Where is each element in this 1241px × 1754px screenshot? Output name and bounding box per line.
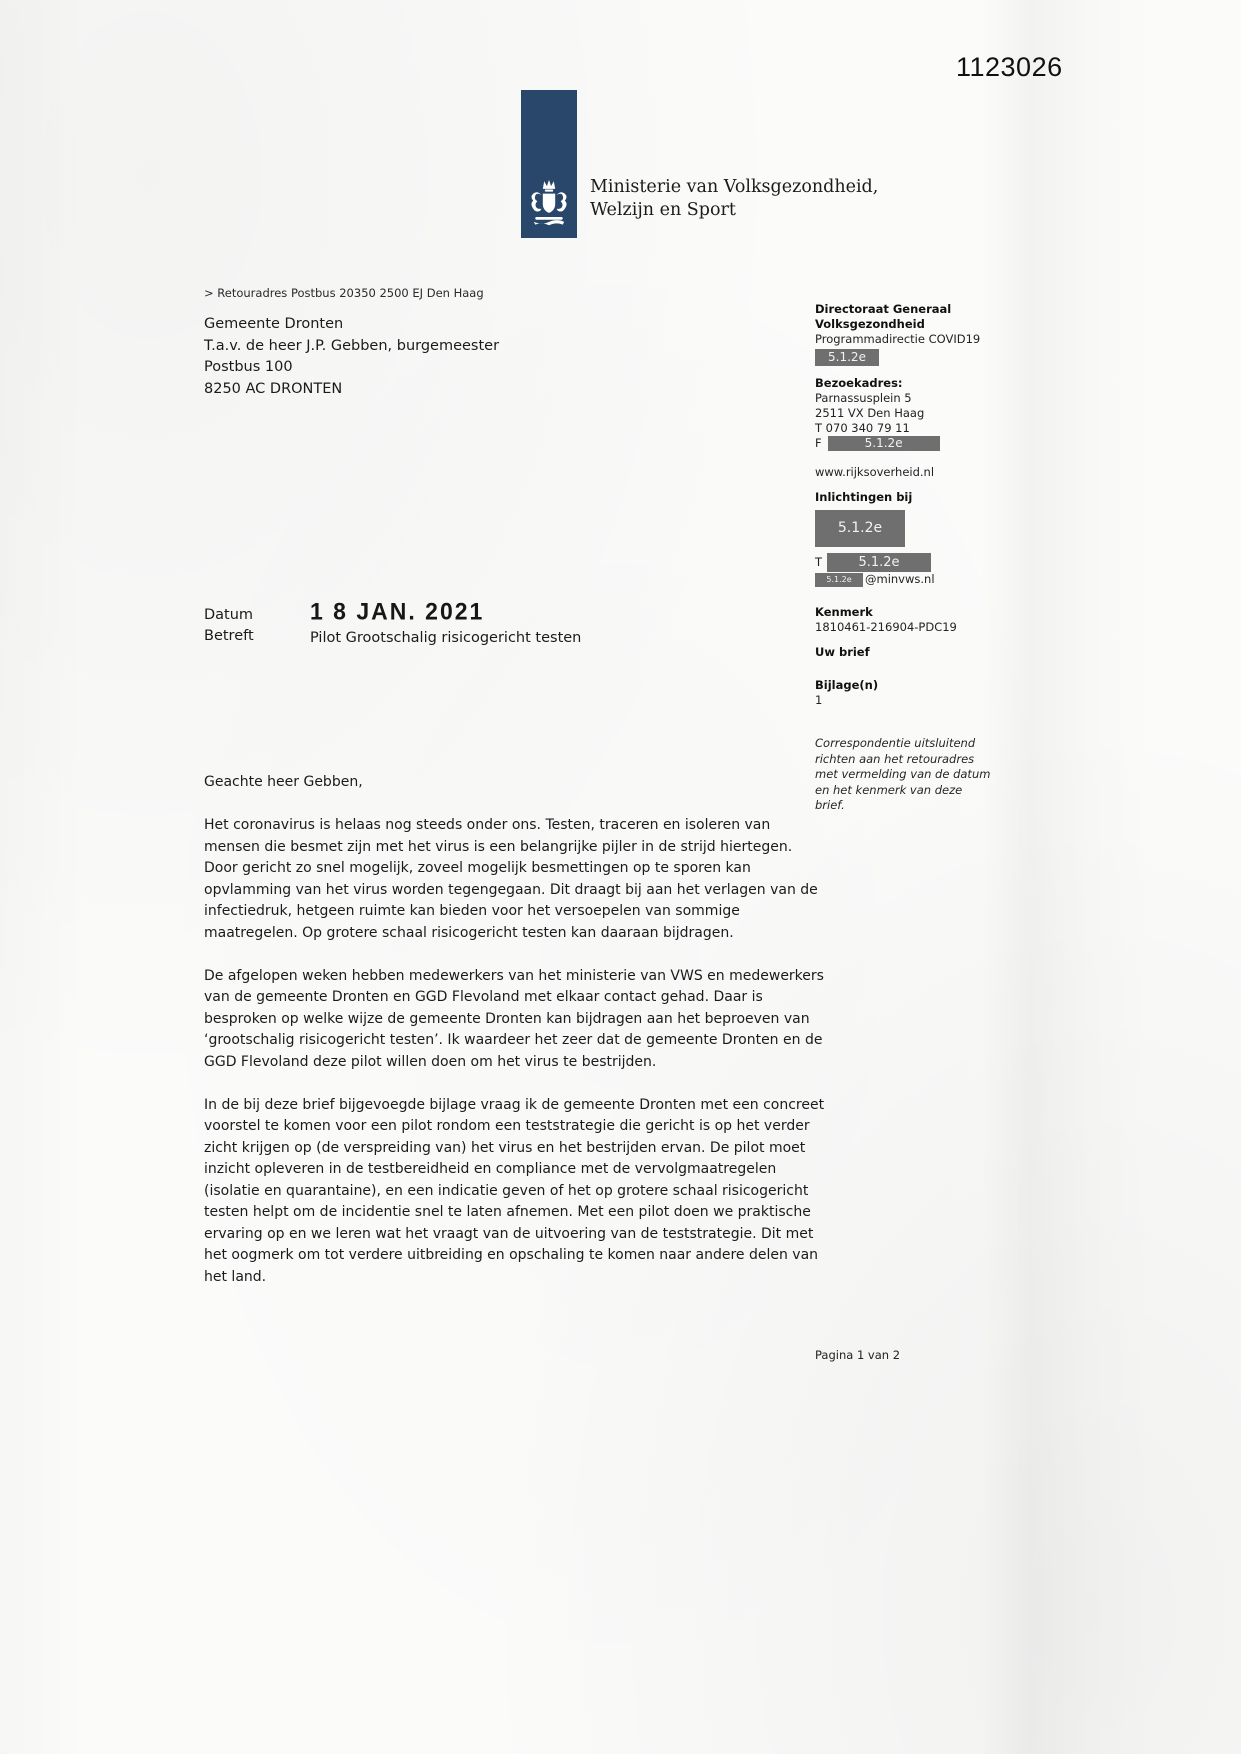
ministry-name xyxy=(590,176,878,222)
visit-address-street: Parnassusplein 5 xyxy=(815,391,912,405)
bijlage-count: 1 xyxy=(815,693,823,707)
page-number: Pagina 1 van 2 xyxy=(815,1348,901,1362)
fax-line xyxy=(815,436,1020,451)
coat-of-arms-icon xyxy=(527,178,571,234)
email-suffix: @minvws.nl xyxy=(865,572,935,586)
letter-sidebar xyxy=(815,302,1020,814)
phone-number: T 070 340 79 11 xyxy=(815,421,910,435)
letter-meta xyxy=(204,598,581,646)
ministry-name-line1: Ministerie van Volksgezondheid, xyxy=(590,177,879,197)
redaction-block: 5.1.2e xyxy=(827,553,931,572)
kenmerk-value: 1810461-216904-PDC19 xyxy=(815,620,957,634)
visit-address-city: 2511 VX Den Haag xyxy=(815,406,925,420)
betreft-value: Pilot Grootschalig risicogericht testen xyxy=(310,630,582,646)
contact-phone-line xyxy=(815,553,1020,572)
redaction-block: 5.1.2e xyxy=(815,510,905,547)
redaction-block: 5.1.2e xyxy=(828,436,940,451)
datum-row xyxy=(204,598,581,625)
phone-prefix: T xyxy=(815,555,823,569)
recipient-line: Gemeente Dronten xyxy=(204,316,344,332)
redaction-block: 5.1.2e xyxy=(815,573,863,587)
correspondence-note: Correspondentie uitsluitend richten aan het retouradres met vermelding van de datum en het kenmerk van deze brief. xyxy=(815,736,991,812)
contact-email-line xyxy=(815,572,1020,587)
scan-number: 1123026 xyxy=(956,52,1063,82)
programme-name: Programmadirectie COVID19 xyxy=(815,332,981,346)
recipient-address-block xyxy=(204,314,499,400)
inlichtingen-label: Inlichtingen bij xyxy=(815,490,913,504)
betreft-row xyxy=(204,628,581,646)
salutation: Geachte heer Gebben, xyxy=(204,774,363,790)
date-stamp: 1 8 JAN. 2021 xyxy=(310,597,485,625)
redaction-block: 5.1.2e xyxy=(815,349,879,366)
betreft-label: Betreft xyxy=(204,628,254,644)
visit-address-label: Bezoekadres: xyxy=(815,376,903,390)
kenmerk-label: Kenmerk xyxy=(815,605,873,619)
recipient-line: Postbus 100 xyxy=(204,359,293,375)
letter-body xyxy=(204,772,826,1310)
directorate-name: Volksgezondheid xyxy=(815,317,925,331)
body-paragraph: Het coronavirus is helaas nog steeds onder ons. Testen, traceren en isoleren van mensen die besmet zijn met het virus is een belangrijke pijler in de strijd hiertegen. Door gericht zo snel mogelijk, zoveel mogelijk besmettingen op te sporen kan opvlamming van het virus worden tegengegaan. Dit draagt bij aan het verlagen van de infectiedruk, hetgeen ruimte kan bieden voor het versoepelen van sommige maatregelen. Op grotere schaal risicogericht testen kan daaraan bijdragen. xyxy=(204,817,818,941)
body-paragraph: De afgelopen weken hebben medewerkers van het ministerie van VWS en medewerkers van de gemeente Dronten en GGD Flevoland met elkaar contact gehad. Daar is besproken op welke wijze de gemeente Dronten kan bijdragen aan het beproeven van ‘grootschalig risicogericht testen’. Ik waardeer het zeer dat de gemeente Dronten en de GGD Flevoland deze pilot willen doen om het virus te bestrijden. xyxy=(204,967,824,1070)
website-link: www.rijksoverheid.nl xyxy=(815,465,935,479)
directorate-name: Directoraat Generaal xyxy=(815,302,952,316)
datum-label: Datum xyxy=(204,607,254,623)
uw-brief-label: Uw brief xyxy=(815,645,870,659)
ministry-name-line2: Welzijn en Sport xyxy=(590,200,736,220)
bijlage-label: Bijlage(n) xyxy=(815,678,879,692)
body-paragraph: In de bij deze brief bijgevoegde bijlage vraag ik de gemeente Dronten met een concreet voorstel te komen voor een pilot rondom een teststrategie die gericht is op het verder zicht krijgen op (de verspreiding van) het virus en het bestrijden ervan. De pilot moet inzicht opleveren in de testbereidheid en compliance met de vervolgmaatregelen (isolatie en quarantaine), en een indicatie geven of het op grotere schaal risicogericht testen helpt om de incidentie snel te laten afnemen. Met een pilot doen we praktische ervaring op en we leren wat het vraagt van de uitvoering van de teststrategie. Dit met het oogmerk om tot verdere uitbreiding en opschaling te komen naar andere delen van het land. xyxy=(204,1096,825,1285)
return-address: > Retouradres Postbus 20350 2500 EJ Den Haag xyxy=(204,286,484,300)
recipient-line: T.a.v. de heer J.P. Gebben, burgemeester xyxy=(204,337,500,354)
fax-prefix: F xyxy=(815,436,822,450)
recipient-line: 8250 AC DRONTEN xyxy=(204,380,343,397)
rijksoverheid-logo xyxy=(521,90,577,238)
